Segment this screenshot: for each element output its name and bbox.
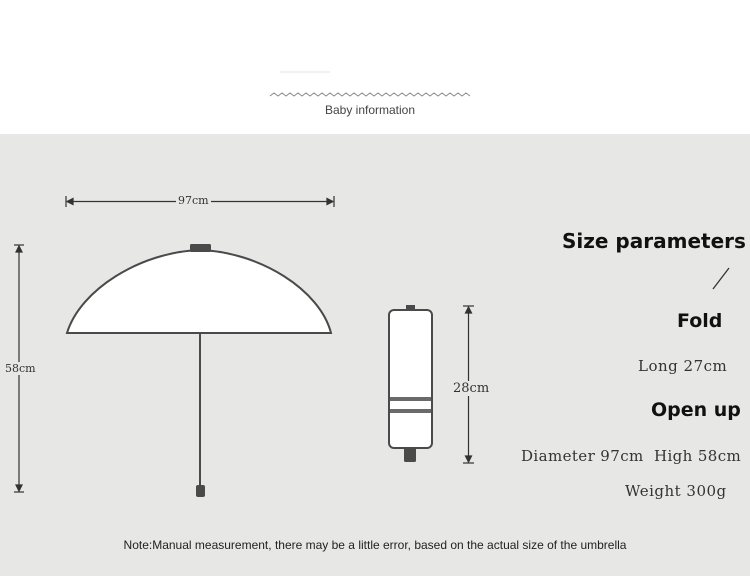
weight-text: Weight 300g <box>625 482 727 500</box>
open-height-label: 58cm <box>5 362 36 375</box>
open-umbrella <box>67 244 331 497</box>
header-title: Baby information <box>324 103 416 117</box>
folded-umbrella <box>389 305 432 462</box>
folded-length-label: 28cm <box>453 381 490 396</box>
measurement-note: Note:Manual measurement, there may be a little error, based on the actual size of the umbrella <box>123 538 627 552</box>
open-dimensions-text: Diameter 97cm High 58cm <box>521 447 742 465</box>
open-width-label: 97cm <box>178 194 209 207</box>
fold-heading: Fold <box>677 310 723 332</box>
divider-slash <box>713 268 729 289</box>
size-parameters-heading: Size parameters <box>562 229 746 253</box>
fold-long-text: Long 27cm <box>638 357 728 375</box>
open-up-heading: Open up <box>651 399 741 421</box>
